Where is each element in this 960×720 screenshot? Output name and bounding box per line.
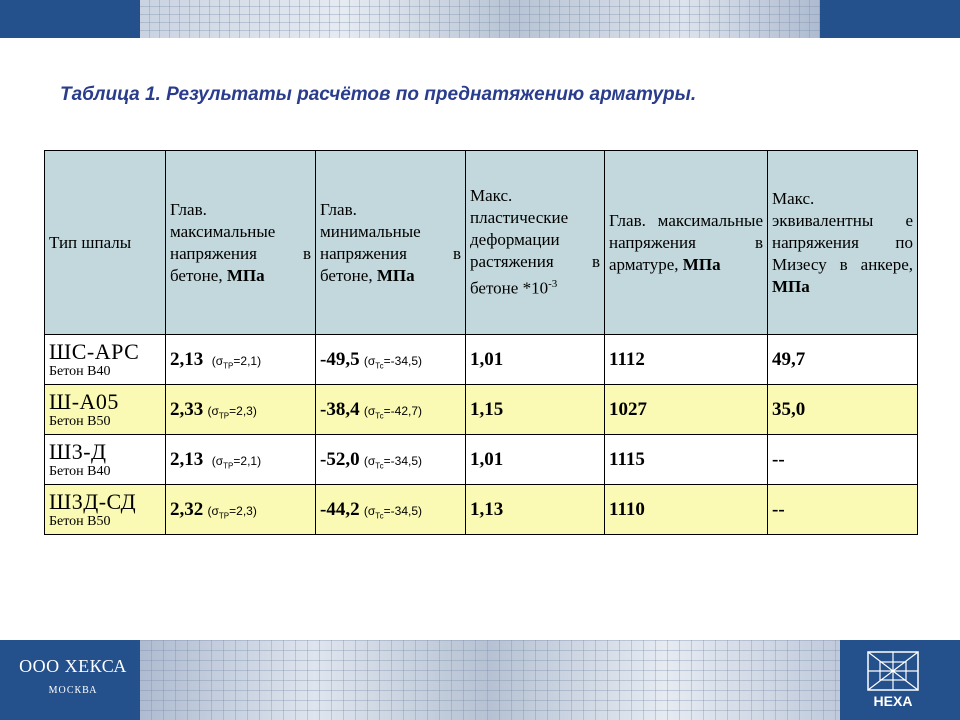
results-table <box>44 150 918 535</box>
mesh-background-image <box>140 0 820 38</box>
plastic-cell: 1,01 <box>466 335 605 385</box>
table-row <box>45 335 918 385</box>
page-title: Таблица 1. Результаты расчётов по преднатяжению арматуры. <box>60 84 697 105</box>
min-stress-cell: -49,5 $(\sigma_{Тс}=-34,5)$ <box>316 335 466 385</box>
rebar-cell: 1027 <box>605 385 768 435</box>
header-max-stress-rebar: Глав. максимальные напряжения в арматуре, МПа <box>605 151 768 335</box>
max-stress-cell: 2,13 $(\sigma_{ТР}=2,1)$ <box>166 335 316 385</box>
concrete-grade: Бетон В50 <box>49 413 111 429</box>
min-stress-cell: -52,0 $(\sigma_{Тс}=-34,5)$ <box>316 435 466 485</box>
plastic-cell: 1,13 <box>466 485 605 535</box>
sleeper-cell <box>45 385 166 435</box>
sleeper-cell <box>45 485 166 535</box>
header-max-stress-concrete: Глав. максимальные напряжения в бетоне, МПа <box>166 151 316 335</box>
header-plastic-deformation: Макс. пластические деформации растяжения в бетоне $*10^{-3}$ <box>466 151 605 335</box>
sleeper-cell <box>45 335 166 385</box>
mesh-background-image <box>140 640 840 720</box>
mises-cell: -- <box>768 435 918 485</box>
sleeper-name: Ш3Д-СД <box>49 488 137 514</box>
mises-cell: 35,0 <box>768 385 918 435</box>
company-city: МОСКВА <box>48 685 98 696</box>
table-header-row <box>45 151 918 335</box>
company-name: ООО ХЕКСА <box>19 656 127 676</box>
plastic-cell: 1,15 <box>466 385 605 435</box>
rebar-cell: 1110 <box>605 485 768 535</box>
mises-cell: -- <box>768 485 918 535</box>
min-stress-cell: -38,4 $(\sigma_{Тс}=-42,7)$ <box>316 385 466 435</box>
concrete-grade: Бетон В40 <box>49 463 111 479</box>
max-stress-cell: 2,32 $(\sigma_{ТР}=2,3)$ <box>166 485 316 535</box>
header-min-stress-concrete: Глав. минимальные напряжения в бетоне, МПа <box>316 151 466 335</box>
mises-cell: 49,7 <box>768 335 918 385</box>
table-row <box>45 485 918 535</box>
table-row <box>45 435 918 485</box>
max-stress-cell: 2,13 $(\sigma_{ТР}=2,1)$ <box>166 435 316 485</box>
sleeper-name: Ш-А05 <box>49 388 119 414</box>
bottom-banner <box>0 640 960 720</box>
concrete-grade: Бетон В50 <box>49 513 111 529</box>
rebar-cell: 1112 <box>605 335 768 385</box>
logo-text: HEXA <box>873 693 913 709</box>
top-banner <box>0 0 960 38</box>
header-sleeper-type: Тип шпалы <box>45 151 166 335</box>
rebar-cell: 1115 <box>605 435 768 485</box>
sleeper-name: ШС-АРС <box>49 338 140 364</box>
max-stress-cell: 2,33 $(\sigma_{ТР}=2,3)$ <box>166 385 316 435</box>
header-mises-stress-anchor: Макс. эквивалентны е напряжения по Мизесу в анкере, МПа <box>768 151 918 335</box>
plastic-cell: 1,01 <box>466 435 605 485</box>
min-stress-cell: -44,2 $(\sigma_{Тс}=-34,5)$ <box>316 485 466 535</box>
concrete-grade: Бетон В40 <box>49 363 111 379</box>
table-row <box>45 385 918 435</box>
sleeper-name: Ш3-Д <box>49 438 107 464</box>
hexa-logo-icon <box>864 648 922 712</box>
sleeper-cell <box>45 435 166 485</box>
company-block <box>18 656 128 696</box>
